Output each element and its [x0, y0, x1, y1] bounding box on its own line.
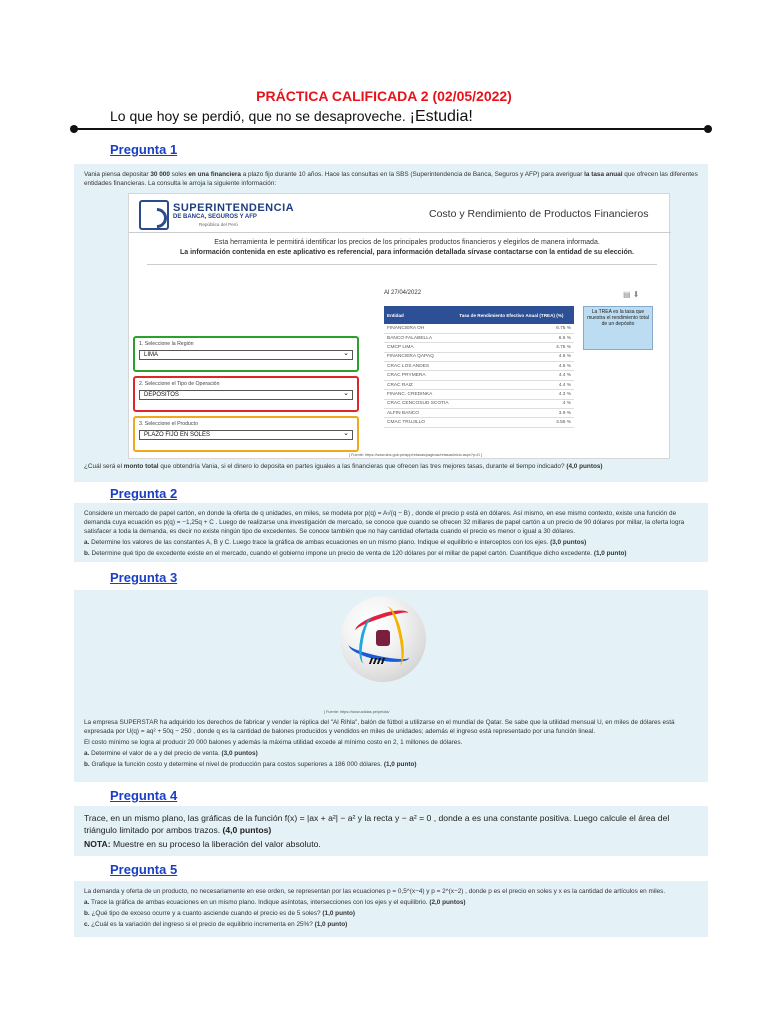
- region-select-box: [133, 336, 359, 372]
- table-row: [384, 399, 574, 408]
- rate-cell: 6.5 %: [456, 333, 574, 342]
- q5-a-text: Trace la gráfica de ambas ecuaciones en un mismo plano. Indique asíntotas, intersecciones con los ejes y el equilibrio.: [91, 899, 428, 906]
- q3-a-points: (3,0 puntos): [221, 750, 258, 757]
- q1-intro-b: soles: [171, 171, 187, 178]
- question-5-panel: [74, 881, 708, 937]
- q5-b-label: b.: [84, 910, 90, 917]
- rate-cell: 3.55 %: [456, 418, 574, 427]
- q1-intro-a: Vania piensa depositar: [84, 171, 149, 178]
- soccer-ball-image: [340, 596, 426, 682]
- q2-b-points: (1,0 punto): [593, 550, 627, 557]
- question-2-part-a: [84, 538, 698, 547]
- rate-cell: 4.4 %: [456, 380, 574, 389]
- q3-a-text: Determine el valor de a y del precio de venta.: [91, 750, 220, 757]
- question-1-heading[interactable]: Pregunta 1: [110, 142, 178, 157]
- table-row: [384, 362, 574, 371]
- table-row: [384, 409, 574, 418]
- q1-intro-c: en una financiera: [188, 171, 241, 178]
- q1-question-a: ¿Cuál será el: [84, 463, 123, 470]
- download-icon[interactable]: ⬇: [632, 290, 640, 299]
- q2-a-text: Determine los valores de las constantes A, B y C. Luego trace la gráfica de ambas ecuaciones en un mismo plano. Indique el equilibrio e interceptos con los ejes.: [91, 539, 549, 546]
- entity-cell: FINANCIERA QAPAQ: [384, 352, 456, 361]
- q3-a-label: a.: [84, 750, 90, 757]
- motto: [110, 108, 473, 126]
- q5-c-points: (1,0 punto): [314, 921, 348, 928]
- sbs-page-title: Costo y Rendimiento de Productos Financieros: [429, 208, 649, 220]
- q5-part-b: [84, 909, 698, 918]
- page-title: PRÁCTICA CALIFICADA 2 (02/05/2022): [256, 88, 512, 104]
- question-5-body: La demanda y oferta de un producto, no necesariamente en ese orden, se representan por las ecuaciones p = 0,5^(x−4) y p = 2^(x−2) , donde p es el precio en soles y x es la cantidad de artículos en miles.: [84, 888, 666, 895]
- entity-cell: FINANC. CREDINKA: [384, 390, 456, 399]
- q3-body-1: La empresa SUPERSTAR ha adquirido los derechos de fabricar y vender la réplica del "Al Rihla", balón de fútbol a utilizarse en el mundial de Qatar. Se sabe que la utilidad mensual U, en miles de dólares está expresada por U(q) = aq² + 50q − 250 , donde q es la cantidad de balones producidos y vendidos en miles de unidades; además el ingreso está representado por una función lineal.: [84, 719, 675, 735]
- product-select-box: [133, 416, 359, 452]
- q1-points: (4,0 puntos): [566, 463, 603, 470]
- question-1-intro: [84, 170, 698, 188]
- q4-note-label: NOTA:: [84, 839, 111, 849]
- question-4-body: [84, 812, 698, 836]
- product-label: 3. Seleccione el Producto: [139, 421, 198, 427]
- entity-cell: CRAC PRYMERA: [384, 371, 456, 380]
- q3-source[interactable]: [ Fuente: https://www.adidas.pe/pelota/: [324, 710, 390, 714]
- col-rate: Tasa de Rendimiento Efectivo Anual (TREA) (%): [456, 306, 574, 324]
- question-4-panel: [74, 806, 708, 856]
- question-2-part-b: [84, 549, 698, 558]
- q2-b-label: b.: [84, 550, 90, 557]
- operation-label: 2. Seleccione el Tipo de Operación: [139, 381, 220, 387]
- q1-intro-e: la tasa anual: [584, 171, 623, 178]
- q1-question-c: que obtendría Vania, si el dinero lo deposita en partes iguales a las financieras que ofrecen las tres mejores tasas, durante el tiempo indicado?: [160, 463, 565, 470]
- question-2-heading[interactable]: Pregunta 2: [110, 486, 178, 501]
- sbs-intro-1: Esta herramienta le permitirá identificar los precios de los principales productos financieros y elegirlos de manera informada.: [214, 239, 600, 246]
- q5-b-points: (1,0 punto): [322, 910, 356, 917]
- rate-cell: 4.4 %: [456, 371, 574, 380]
- entity-cell: BANCO FALABELLA: [384, 333, 456, 342]
- entity-cell: FINANCIERA OH: [384, 324, 456, 333]
- operation-select[interactable]: DEPOSITOS ⌄: [139, 390, 353, 400]
- sbs-source[interactable]: [ Fuente: https://www.sbs.gob.pe/app/retasas/paginas/retasasInicio.aspx?p=D ]: [349, 453, 483, 457]
- rate-cell: 4.75 %: [456, 343, 574, 352]
- table-row: [384, 418, 574, 427]
- q3-b-points: (1,0 punto): [383, 761, 417, 768]
- question-5-heading[interactable]: Pregunta 5: [110, 862, 178, 877]
- q5-c-label: c.: [84, 921, 90, 928]
- question-1-prompt: [84, 462, 698, 471]
- entity-cell: CRAC CENCOSUD SCOTIA: [384, 399, 456, 408]
- table-row: [384, 333, 574, 342]
- q3-b-label: b.: [84, 761, 90, 768]
- rule-dot-right: [704, 125, 712, 133]
- entity-cell: CRAC LOS ANDES: [384, 362, 456, 371]
- sbs-screenshot: [128, 193, 670, 459]
- q5-b-text: ¿Qué tipo de exceso ocurre y a cuanto asciende cuando el precio es de 5 soles?: [91, 910, 321, 917]
- q5-a-points: (2,0 puntos): [429, 899, 466, 906]
- q5-a-label: a.: [84, 899, 90, 906]
- sbs-name: SUPERINTENDENCIA: [173, 202, 295, 214]
- region-label: 1. Seleccione la Región: [139, 341, 194, 347]
- entity-cell: ALFIN BANCO: [384, 409, 456, 418]
- table-row: [384, 343, 574, 352]
- trea-table: [384, 306, 574, 428]
- sbs-intro-2: La información contenida en este aplicativo es referencial, para información detallada sírvase contactarse con la entidad de su elección.: [180, 249, 634, 256]
- rate-cell: 4.5 %: [456, 362, 574, 371]
- product-select[interactable]: PLAZO FIJO EN SOLES ⌄: [139, 430, 353, 440]
- entity-cell: CMCP LIMA: [384, 343, 456, 352]
- sbs-logo-icon: [139, 200, 169, 230]
- q3-part-b: [84, 760, 698, 769]
- motto-text: Lo que hoy se perdió, que no se desaproveche.: [110, 108, 406, 124]
- sbs-date: Al 27/04/2022: [384, 290, 422, 296]
- rate-cell: 3.9 %: [456, 409, 574, 418]
- sbs-header-divider: [129, 232, 671, 233]
- q1-intro-amount: 30 000: [150, 171, 170, 178]
- sbs-intro-divider: [147, 264, 657, 265]
- q4-note-text: Muestre en su proceso la liberación del valor absoluto.: [112, 839, 321, 849]
- q1-question-b: monto total: [123, 463, 159, 470]
- q3-b-text: Grafique la función costo y determine el nivel de producción para costos superiores a 186 000 dólares.: [91, 761, 383, 768]
- question-2-panel: [74, 503, 708, 562]
- sbs-republic: República del Perú: [199, 222, 238, 227]
- region-select[interactable]: LIMA ⌄: [139, 350, 353, 360]
- q2-a-points: (3,0 puntos): [550, 539, 587, 546]
- q4-points: (4,0 puntos): [222, 825, 272, 835]
- col-entity: Entidad: [384, 306, 456, 324]
- question-3-heading[interactable]: Pregunta 3: [110, 570, 178, 585]
- operation-select-box: [133, 376, 359, 412]
- motto-emphasis: ¡Estudia!: [409, 108, 473, 125]
- q2-a-label: a.: [84, 539, 90, 546]
- table-row: [384, 371, 574, 380]
- q5-c-text: ¿Cuál es la variación del ingreso si el precio de equilibrio incrementa en 25%?: [91, 921, 313, 928]
- question-3-text: [84, 718, 698, 771]
- question-4-heading[interactable]: Pregunta 4: [110, 788, 178, 803]
- ball-logo-icon: [376, 630, 390, 646]
- entity-cell: CRAC RAIZ: [384, 380, 456, 389]
- rate-cell: 6.75 %: [456, 324, 574, 333]
- sbs-tools: [623, 290, 640, 299]
- table-row: [384, 352, 574, 361]
- question-4-note: [84, 838, 698, 850]
- q3-part-a: [84, 749, 698, 758]
- sbs-subtitle: DE BANCA, SEGUROS Y AFP: [173, 214, 257, 220]
- table-row: [384, 380, 574, 389]
- rate-cell: 4.3 %: [456, 390, 574, 399]
- q3-body-2: El costo mínimo se logra al producir 20 000 balones y además la máxima utilidad excede al mínimo costo en 2, 1 millones de dólares.: [84, 739, 463, 746]
- print-icon[interactable]: ▤: [623, 290, 631, 299]
- table-row: [384, 390, 574, 399]
- rate-cell: 4 %: [456, 399, 574, 408]
- entity-cell: CMAC TRUJILLO: [384, 418, 456, 427]
- table-row: [384, 324, 574, 333]
- sbs-intro: [147, 238, 667, 258]
- q4-text: Trace, en un mismo plano, las gráficas de la función f(x) = |ax + a²| − a² y la recta y − a² = 0 , donde a es una constante positiva. Luego calcule el área del triángulo limitado por ambos trazos.: [84, 813, 670, 835]
- q5-part-c: [84, 920, 698, 929]
- question-2-body: Considere un mercado de papel cartón, en donde la oferta de q unidades, en miles, se modela por p(q) = A√(q − B) , donde el precio p está en dólares. Así mismo, en ese mismo contexto, existe una función de demanda cuya ecuación es p(q) = −1,25q + C . Luego de realizarse una investigación de mercado, se conoce que cuando se ofrecen 32 millares de papel cartón a un precio de 90 dólares por millar, la oferta logra satisfacer a toda la demanda, es decir no existe ningún tipo de excedentes. Se conoce también que no hay cantidad ofertada cuando el precio es menor o igual a 30 dólares.: [84, 510, 685, 535]
- trea-note: La TREA es la tasa que muestra el rendimiento total de un depósito: [583, 306, 653, 350]
- ball-brand-icon: [369, 658, 385, 664]
- q1-intro-d: a plazo fijo durante 10 años. Hace las consultas en la SBS (Superintendencia de Banca, Seguros y AFP) para averiguar: [242, 171, 583, 178]
- q1-intro-f: que ofrecen las diferentes entidades financieras. La consulta le arroja la siguiente información:: [84, 171, 698, 187]
- q2-b-text: Determine qué tipo de excedente existe en el mercado, cuando el gobierno impone un precio de venta de 120 dólares por el millar de papel cartón. Cuantifique dicho excedente.: [91, 550, 593, 557]
- divider-rule: [74, 128, 708, 130]
- rate-cell: 4.6 %: [456, 352, 574, 361]
- q5-part-a: [84, 898, 698, 907]
